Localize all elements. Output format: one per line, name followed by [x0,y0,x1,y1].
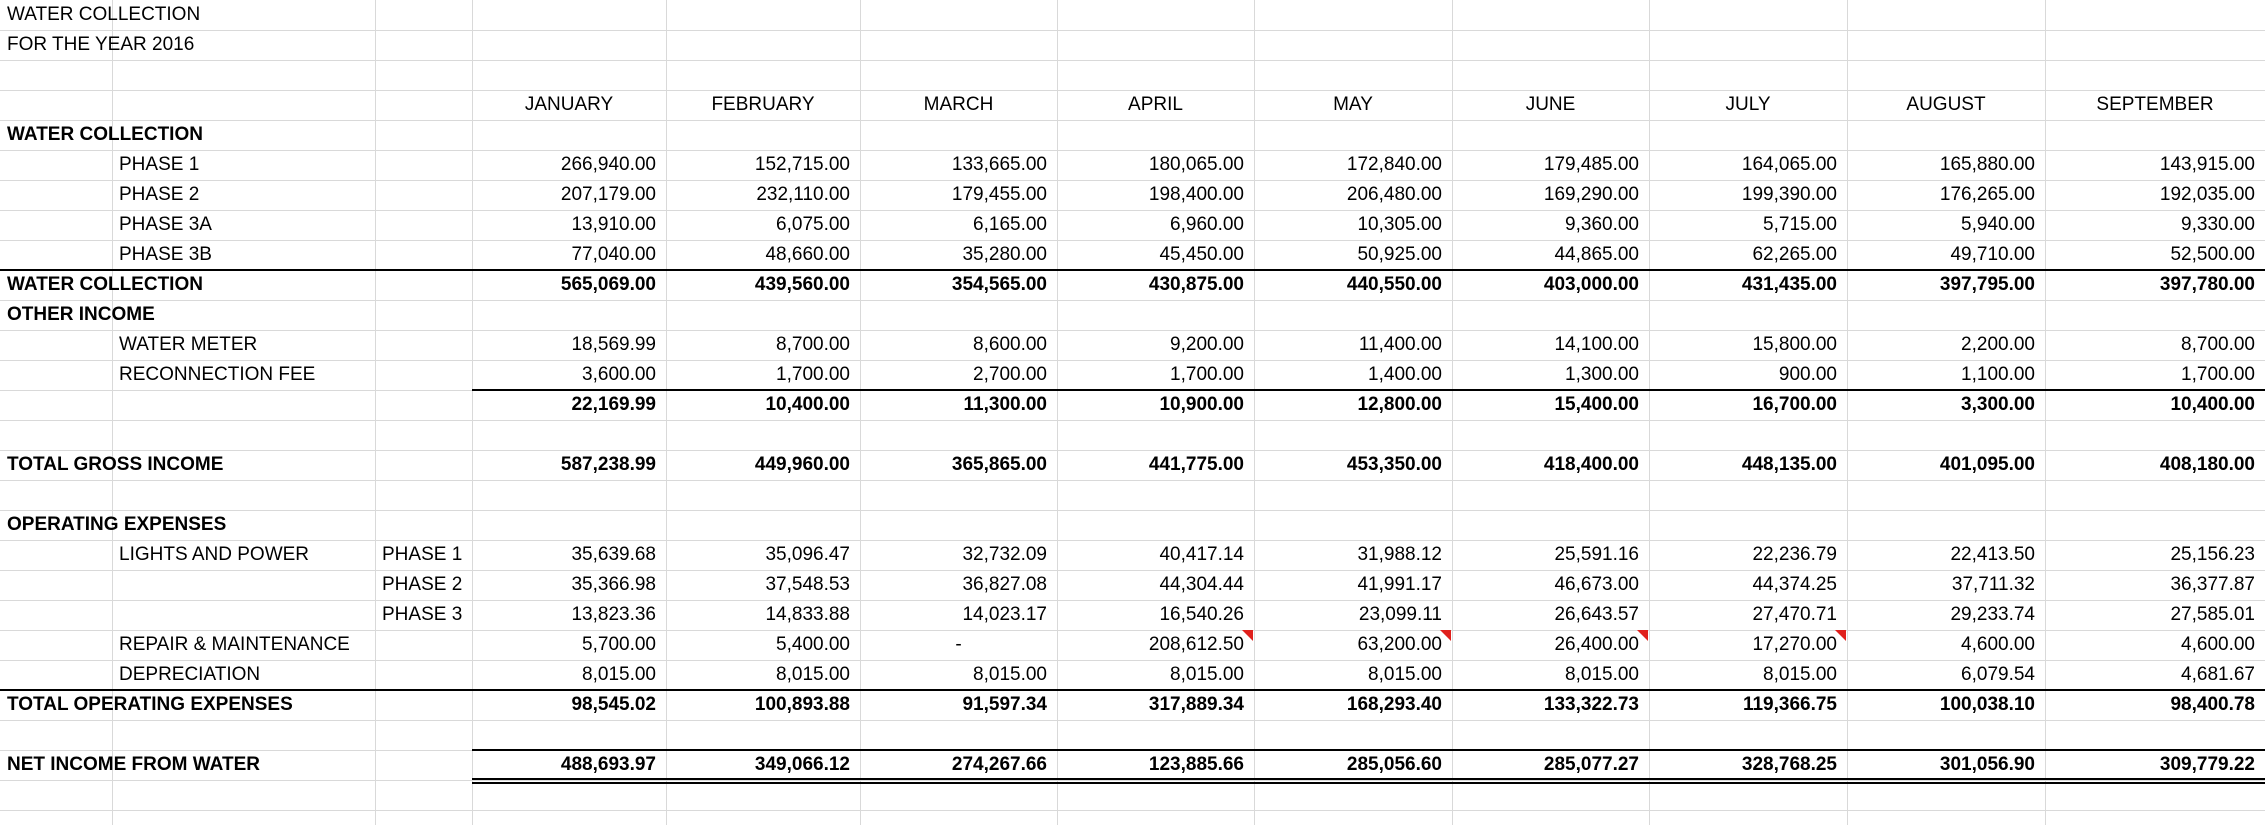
value-cell[interactable]: 100,038.10 [1939,694,2035,715]
value-cell[interactable]: 2,200.00 [1961,334,2035,355]
value-cell[interactable]: 16,540.26 [1159,604,1244,625]
row-label[interactable]: PHASE 2 [119,184,200,205]
grid-row-line [0,420,2265,421]
value-cell[interactable]: 164,065.00 [1741,154,1837,175]
phase-label[interactable]: PHASE 1 [382,544,463,565]
value-cell[interactable]: 40,417.14 [1159,544,1244,565]
value-cell[interactable]: 5,940.00 [1961,214,2035,235]
row-label[interactable]: PHASE 3A [119,214,212,235]
value-cell[interactable]: 27,470.71 [1752,604,1837,625]
value-cell[interactable]: 16,700.00 [1752,394,1837,415]
value-cell[interactable]: 5,400.00 [776,634,850,655]
phase-label[interactable]: PHASE 2 [382,574,463,595]
row-label[interactable]: WATER COLLECTION [7,124,203,145]
value-cell[interactable]: 8,015.00 [1763,664,1837,685]
value-cell[interactable]: 44,865.00 [1554,244,1639,265]
value-cell[interactable]: 354,565.00 [951,274,1047,295]
value-cell[interactable]: 285,077.27 [1543,754,1639,775]
value-cell[interactable]: 397,795.00 [1939,274,2035,295]
value-cell[interactable]: 44,304.44 [1159,574,1244,595]
value-cell[interactable]: 8,600.00 [973,334,1047,355]
net-income-top-border [472,749,2265,751]
value-cell[interactable]: 62,265.00 [1752,244,1837,265]
value-cell[interactable]: 8,015.00 [776,664,850,685]
comment-indicator[interactable] [1835,630,1846,641]
comment-indicator[interactable] [1440,630,1451,641]
month-header[interactable]: JANUARY [524,94,614,115]
value-cell[interactable]: 37,548.53 [765,574,850,595]
value-cell[interactable]: 403,000.00 [1543,274,1639,295]
row-label[interactable]: PHASE 1 [119,154,200,175]
value-cell[interactable]: 179,485.00 [1543,154,1639,175]
value-cell[interactable]: 119,366.75 [1742,694,1837,715]
value-cell[interactable]: 5,715.00 [1763,214,1837,235]
value-cell[interactable]: 198,400.00 [1148,184,1244,205]
value-cell[interactable]: 430,875.00 [1148,274,1244,295]
value-cell[interactable]: 448,135.00 [1741,454,1837,475]
value-cell[interactable]: 22,236.79 [1752,544,1837,565]
value-cell[interactable]: 41,991.17 [1357,574,1442,595]
value-cell[interactable]: 440,550.00 [1346,274,1442,295]
row-label[interactable]: PHASE 3B [119,244,212,265]
value-cell[interactable]: 208,612.50 [1148,634,1244,655]
value-cell[interactable]: 165,880.00 [1939,154,2035,175]
value-cell[interactable]: 14,023.17 [962,604,1047,625]
value-cell[interactable]: 6,165.00 [973,214,1047,235]
grid-row-line [0,60,2265,61]
sheet-subtitle[interactable]: FOR THE YEAR 2016 [7,34,195,55]
grid-row-line [0,720,2265,721]
month-header[interactable]: MAY [1333,94,1373,115]
value-cell[interactable]: 8,015.00 [582,664,656,685]
row-label[interactable]: DEPRECIATION [119,664,261,685]
value-cell[interactable]: 6,960.00 [1170,214,1244,235]
value-cell[interactable]: 15,800.00 [1752,334,1837,355]
value-cell[interactable]: 45,450.00 [1159,244,1244,265]
value-cell[interactable]: 35,096.47 [765,544,850,565]
value-cell[interactable]: 179,455.00 [951,184,1047,205]
value-cell[interactable]: 48,660.00 [765,244,850,265]
value-cell[interactable]: 25,156.23 [2170,544,2255,565]
value-cell[interactable]: 91,597.34 [962,694,1047,715]
month-header[interactable]: AUGUST [1906,94,1986,115]
value-cell[interactable]: 49,710.00 [1950,244,2035,265]
value-cell[interactable]: 9,330.00 [2181,214,2255,235]
row-label[interactable]: LIGHTS AND POWER [119,544,310,565]
value-cell[interactable]: 309,779.22 [2159,754,2255,775]
value-cell[interactable]: 133,322.73 [1543,694,1639,715]
value-cell[interactable]: 152,715.00 [754,154,850,175]
value-cell[interactable]: 4,681.67 [2181,664,2255,685]
value-cell[interactable]: 5,700.00 [582,634,656,655]
value-cell[interactable]: 2,700.00 [973,364,1047,385]
value-cell[interactable]: 25,591.16 [1554,544,1639,565]
value-cell[interactable]: 8,015.00 [1368,664,1442,685]
value-cell[interactable]: 22,413.50 [1950,544,2035,565]
value-cell[interactable]: 441,775.00 [1148,454,1244,475]
value-cell[interactable]: 192,035.00 [2159,184,2255,205]
value-cell[interactable]: 77,040.00 [571,244,656,265]
value-cell[interactable]: 301,056.90 [1939,754,2035,775]
row-label[interactable]: RECONNECTION FEE [119,364,316,385]
value-cell[interactable]: 401,095.00 [1939,454,2035,475]
value-cell[interactable]: 1,300.00 [1565,364,1639,385]
value-cell[interactable]: 36,377.87 [2170,574,2255,595]
value-cell[interactable]: 98,400.78 [2170,694,2255,715]
value-cell[interactable]: 168,293.40 [1346,694,1442,715]
value-cell[interactable]: 172,840.00 [1346,154,1442,175]
value-cell[interactable]: 1,700.00 [776,364,850,385]
value-cell[interactable]: 35,639.68 [571,544,656,565]
value-cell[interactable]: 8,015.00 [1170,664,1244,685]
sheet-title[interactable]: WATER COLLECTION [7,4,201,25]
value-cell[interactable]: 10,305.00 [1357,214,1442,235]
value-cell[interactable]: 176,265.00 [1939,184,2035,205]
value-cell[interactable]: 10,400.00 [765,394,850,415]
month-header[interactable]: JULY [1725,94,1771,115]
value-cell[interactable]: 328,768.25 [1741,754,1837,775]
net-income-double-underline [472,778,2265,784]
value-cell[interactable]: 1,100.00 [1961,364,2035,385]
row-label[interactable]: NET INCOME FROM WATER [7,754,260,775]
value-cell[interactable]: 6,079.54 [1961,664,2035,685]
row-label[interactable]: TOTAL GROSS INCOME [7,454,224,475]
value-cell[interactable]: 8,015.00 [1565,664,1639,685]
value-cell[interactable]: 13,910.00 [571,214,656,235]
value-cell[interactable]: 13,823.36 [571,604,656,625]
value-cell[interactable]: - [955,634,962,655]
value-cell[interactable]: 900.00 [1778,364,1837,385]
row-label[interactable]: REPAIR & MAINTENANCE [119,634,350,655]
value-cell[interactable]: 35,280.00 [962,244,1047,265]
row-label[interactable]: TOTAL OPERATING EXPENSES [7,694,293,715]
value-cell[interactable]: 453,350.00 [1346,454,1442,475]
value-cell[interactable]: 449,960.00 [754,454,850,475]
month-header[interactable]: JUNE [1525,94,1576,115]
value-cell[interactable]: 565,069.00 [560,274,656,295]
comment-indicator[interactable] [1242,630,1253,641]
value-cell[interactable]: 14,100.00 [1554,334,1639,355]
row-label[interactable]: OPERATING EXPENSES [7,514,227,535]
grid-row-line [0,810,2265,811]
value-cell[interactable]: 285,056.60 [1346,754,1442,775]
value-cell[interactable]: 10,400.00 [2170,394,2255,415]
value-cell[interactable]: 123,885.66 [1148,754,1244,775]
value-cell[interactable]: 169,290.00 [1543,184,1639,205]
value-cell[interactable]: 274,267.66 [951,754,1047,775]
value-cell[interactable]: 206,480.00 [1346,184,1442,205]
value-cell[interactable]: 4,600.00 [1961,634,2035,655]
value-cell[interactable]: 1,700.00 [2181,364,2255,385]
value-cell[interactable]: 9,200.00 [1170,334,1244,355]
grid-row-line [0,480,2265,481]
value-cell[interactable]: 50,925.00 [1357,244,1442,265]
value-cell[interactable]: 52,500.00 [2170,244,2255,265]
value-cell[interactable]: 207,179.00 [560,184,656,205]
value-cell[interactable]: 133,665.00 [951,154,1047,175]
value-cell[interactable]: 35,366.98 [571,574,656,595]
value-cell[interactable]: 22,169.99 [571,394,656,415]
value-cell[interactable]: 26,643.57 [1554,604,1639,625]
value-cell[interactable]: 14,833.88 [765,604,850,625]
value-cell[interactable]: 488,693.97 [560,754,656,775]
value-cell[interactable]: 408,180.00 [2159,454,2255,475]
value-cell[interactable]: 17,270.00 [1752,634,1837,655]
value-cell[interactable]: 26,400.00 [1554,634,1639,655]
value-cell[interactable]: 587,238.99 [560,454,656,475]
value-cell[interactable]: 397,780.00 [2159,274,2255,295]
value-cell[interactable]: 317,889.34 [1148,694,1244,715]
row-label[interactable]: WATER METER [119,334,258,355]
value-cell[interactable]: 46,673.00 [1554,574,1639,595]
value-cell[interactable]: 349,066.12 [754,754,850,775]
comment-indicator[interactable] [1637,630,1648,641]
value-cell[interactable]: 27,585.01 [2170,604,2255,625]
value-cell[interactable]: 98,545.02 [571,694,656,715]
value-cell[interactable]: 15,400.00 [1554,394,1639,415]
month-header[interactable]: FEBRUARY [711,94,815,115]
value-cell[interactable]: 8,015.00 [973,664,1047,685]
value-cell[interactable]: 29,233.74 [1950,604,2035,625]
value-cell[interactable]: 199,390.00 [1741,184,1837,205]
value-cell[interactable]: 266,940.00 [560,154,656,175]
value-cell[interactable]: 32,732.09 [962,544,1047,565]
row-label[interactable]: WATER COLLECTION [7,274,203,295]
month-header[interactable]: SEPTEMBER [2096,94,2214,115]
value-cell[interactable]: 23,099.11 [1358,604,1442,625]
value-cell[interactable]: 9,360.00 [1565,214,1639,235]
value-cell[interactable]: 431,435.00 [1741,274,1837,295]
value-cell[interactable]: 36,827.08 [962,574,1047,595]
value-cell[interactable]: 11,300.00 [963,394,1047,415]
phase-label[interactable]: PHASE 3 [382,604,463,625]
value-cell[interactable]: 365,865.00 [951,454,1047,475]
value-cell[interactable]: 4,600.00 [2181,634,2255,655]
row-label[interactable]: OTHER INCOME [7,304,155,325]
value-cell[interactable]: 100,893.88 [754,694,850,715]
value-cell[interactable]: 8,700.00 [2181,334,2255,355]
value-cell[interactable]: 8,700.00 [776,334,850,355]
value-cell[interactable]: 6,075.00 [776,214,850,235]
value-cell[interactable]: 37,711.32 [1951,574,2035,595]
value-cell[interactable]: 1,700.00 [1170,364,1244,385]
value-cell[interactable]: 418,400.00 [1543,454,1639,475]
month-header[interactable]: MARCH [923,94,994,115]
value-cell[interactable]: 143,915.00 [2159,154,2255,175]
value-cell[interactable]: 180,065.00 [1148,154,1244,175]
value-cell[interactable]: 11,400.00 [1358,334,1442,355]
month-header[interactable]: APRIL [1128,94,1183,115]
value-cell[interactable]: 232,110.00 [756,184,850,205]
value-cell[interactable]: 3,300.00 [1961,394,2035,415]
value-cell[interactable]: 18,569.99 [571,334,656,355]
value-cell[interactable]: 439,560.00 [754,274,850,295]
value-cell[interactable]: 31,988.12 [1357,544,1442,565]
value-cell[interactable]: 63,200.00 [1357,634,1442,655]
value-cell[interactable]: 1,400.00 [1368,364,1442,385]
value-cell[interactable]: 10,900.00 [1159,394,1244,415]
value-cell[interactable]: 3,600.00 [582,364,656,385]
value-cell[interactable]: 44,374.25 [1752,574,1837,595]
value-cell[interactable]: 12,800.00 [1357,394,1442,415]
